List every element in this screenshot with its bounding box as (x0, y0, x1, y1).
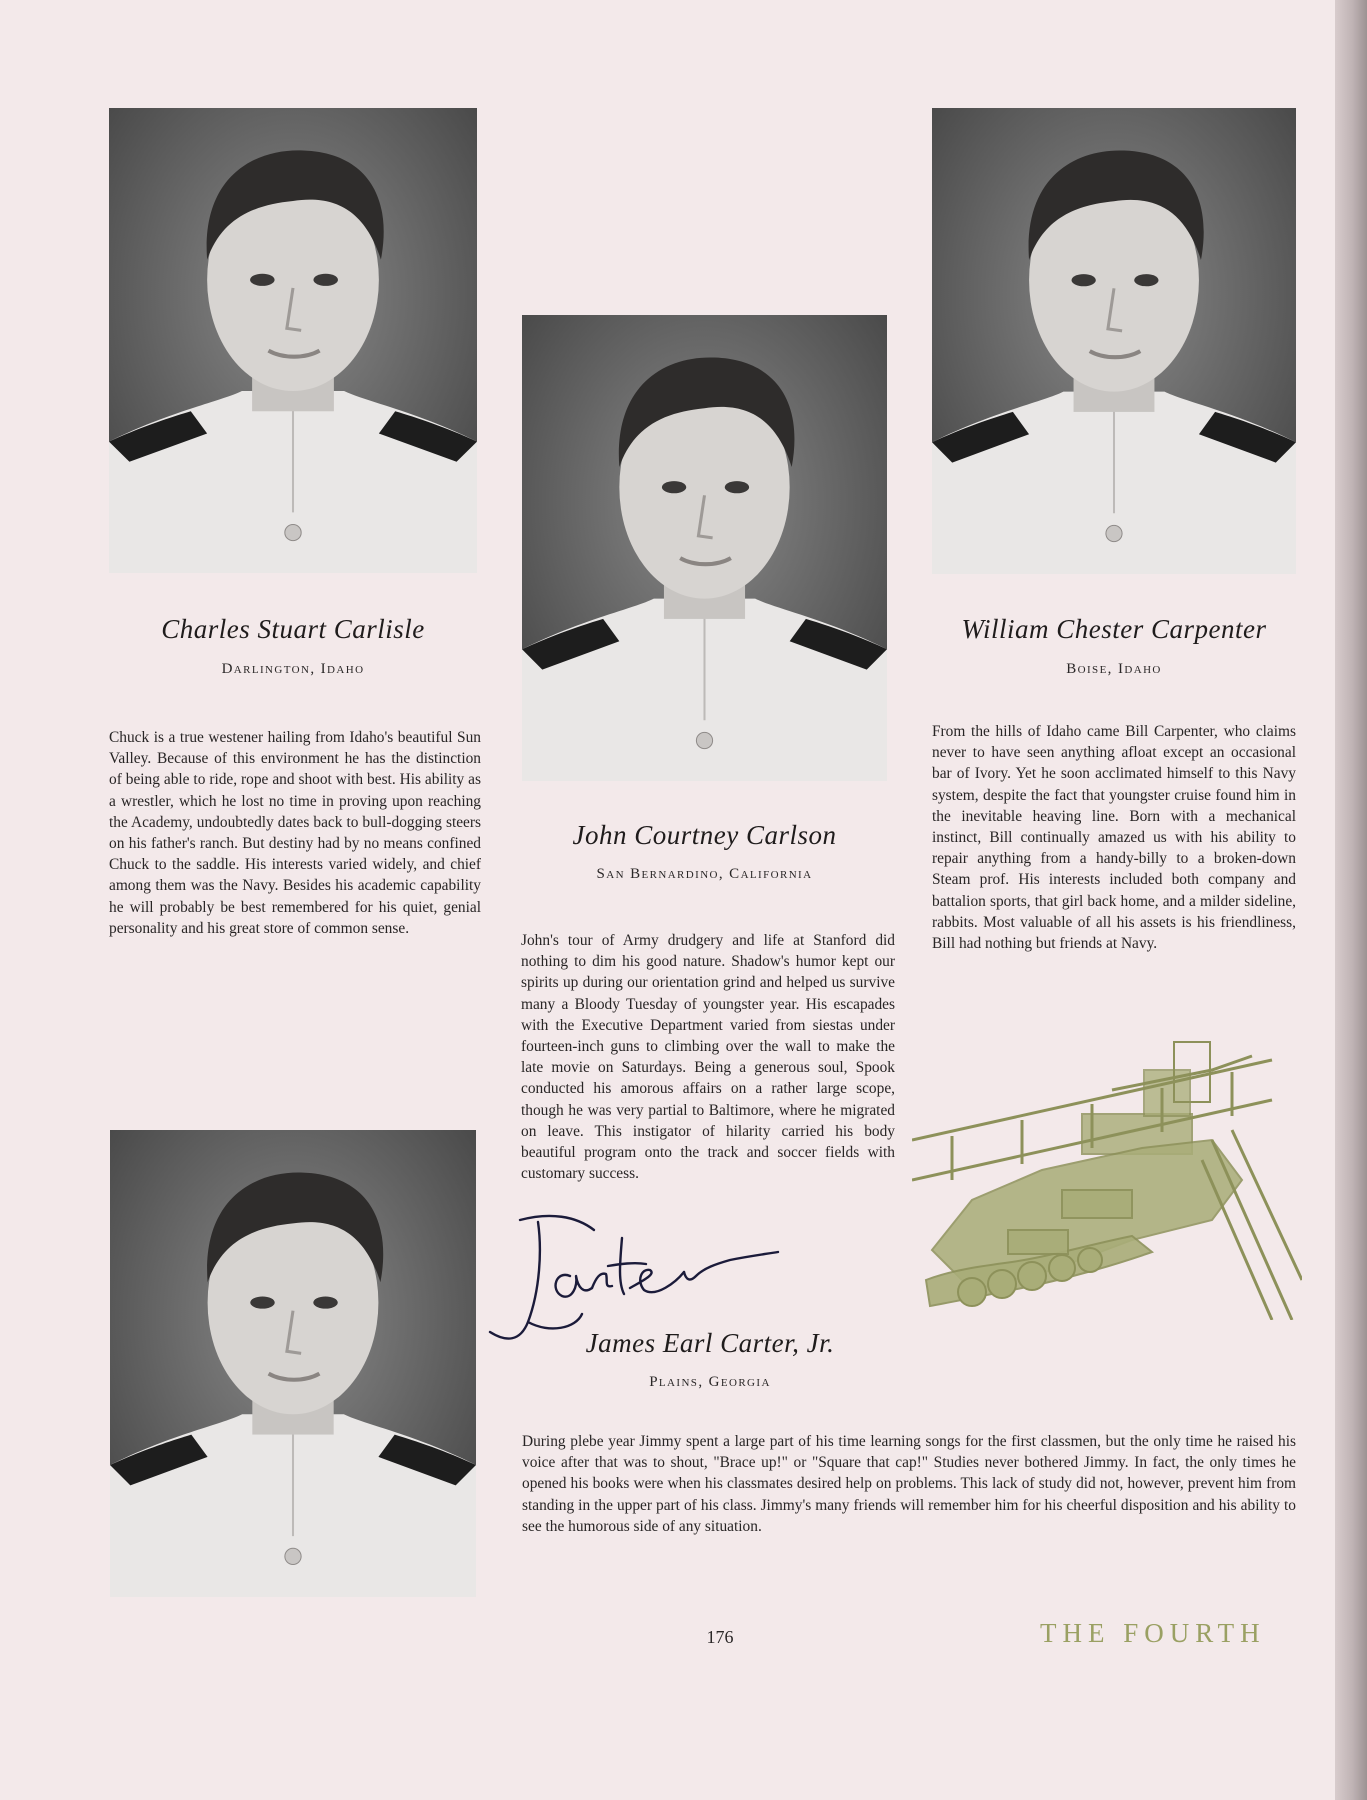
portrait-photo-carlson (522, 315, 887, 781)
portrait-photo-carpenter (932, 108, 1296, 574)
entry-hometown-carter: Plains, Georgia (649, 1374, 771, 1390)
entry-name-carlson: John Courtney Carlson (572, 820, 837, 850)
running-title: THE FOURTH (1040, 1618, 1266, 1648)
portrait-photo-carlisle (109, 108, 477, 573)
entry-bio-carlisle: Chuck is a true westener hailing from Idaho's beautiful Sun Valley. Because of this environment he has the distinction of being able to ride, rope and shoot with best. His ability as a wrestler, which he lost no time in proving upon reaching the Academy, undoubtedly dates back to bull-dogging steers on his father's ranch. But destiny had by no means confined Chuck to the saddle. His interests varied widely, and chief among them was the Navy. Besides his academic capability he will probably be best remembered for his quiet, genial personality and his great store of common sense. (109, 729, 481, 937)
entry-hometown-carlson: San Bernardino, California (596, 866, 813, 882)
entry-hometown-carlisle: Darlington, Idaho (221, 661, 365, 677)
portrait-photo-carter (110, 1130, 476, 1597)
entry-name-carter: James Earl Carter, Jr. (585, 1328, 835, 1358)
entry-hometown-carpenter: Boise, Idaho (1066, 661, 1162, 677)
battleship-illustration (912, 1030, 1302, 1320)
entry-bio-carter: During plebe year Jimmy spent a large part of his time learning songs for the first classmen, but the only time he raised his voice after that was to shout, "Brace up!" or "Square that cap!" Studies never bothered Jimmy. In fact, the only times he opened his books were when his classmates desired help on problems. This lack of study did not, however, prevent him from standing in the upper part of his class. Jimmy's many friends will remember him for his cheerful disposition and his ability to see the humorous side of any situation. (522, 1433, 1296, 1535)
entry-name-carpenter: William Chester Carpenter (961, 614, 1267, 644)
book-spine-edge (1335, 0, 1367, 1800)
entry-bio-carlson: John's tour of Army drudgery and life at Stanford did nothing to dim his good nature. Shadow's humor kept our spirits up during our orientation grind and helped us survive many a Bloody Tuesday of youngster year. His escapades with the Executive Department varied from siestas under fourteen-inch guns to climbing over the wall to make the late movie on Saturdays. Being a generous soul, Spook conducted his amorous affairs on a rather large scope, though he was very partial to Baltimore, where he migrated on leave. This instigator of hilarity carried his body beautiful program onto the track and soccer fields with customary success. (521, 932, 895, 1183)
entry-bio-carpenter: From the hills of Idaho came Bill Carpenter, who claims never to have seen anything afloat except an occasional bar of Ivory. Yet he soon acclimated himself to this Navy system, despite the fact that youngster cruise found him in the inevitable heaving line. Born with a mechanical instinct, Bill continually amazed us with his ability to repair anything from a handy-billy to a broken-down Steam prof. His interests included both company and battalion sports, that girl back home, and a milder sideline, rabbits. Most valuable of all his assets is his friendliness, Bill had nothing but friends at Navy. (932, 723, 1296, 953)
page-number: 176 (706, 1627, 734, 1647)
entry-name-carlisle: Charles Stuart Carlisle (161, 614, 425, 644)
handwritten-signature (480, 1210, 780, 1360)
